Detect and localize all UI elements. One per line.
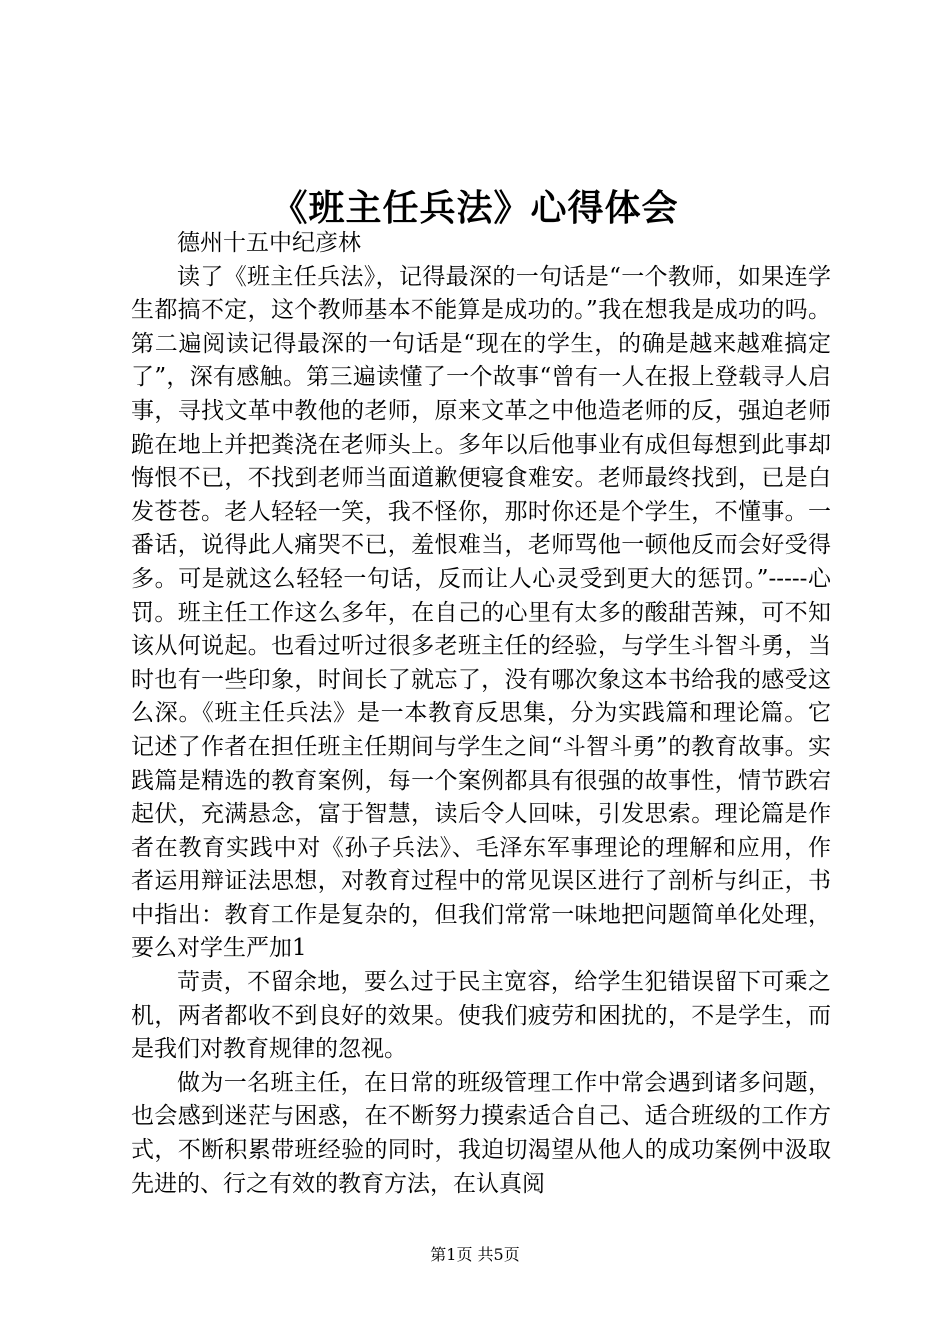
page-number-footer: 第1页 共5页: [430, 1245, 520, 1264]
paragraph: 做为一名班主任，在日常的班级管理工作中常会遇到诸多问题，也会感到迷茫与困惑，在不断努力摸索适合自己、适合班级的工作方式，不断积累带班经验的同时，我迫切渴望从他人的成功案例中汲取先进的、行之有效的教育方法，在认真阅: [131, 1069, 831, 1197]
paragraph: 读了《班主任兵法》，记得最深的一句话是“一个教师，如果连学生都搞不定，这个教师基本不能算是成功的。”我在想我是成功的吗。第二遍阅读记得最深的一句话是“现在的学生，的确是越来越难搞定了”，深有感触。第三遍读懂了一个故事“曾有一人在报上登载寻人启事，寻找文革中教他的老师，原来文革之中他造老师的反，强迫老师跪在地上并把粪浇在老师头上。多年以后他事业有成但每想到此事却悔恨不已，不找到老师当面道歉便寝食难安。老师最终找到，已是白发苍苍。老人轻轻一笑，我不怪你，那时你还是个学生，不懂事。一番话，说得此人痛哭不已，羞恨难当，老师骂他一顿他反而会好受得多。可是就这么轻轻一句话，反而让人心灵受到更大的惩罚。”-----心罚。班主任工作这么多年，在自己的心里有太多的酸甜苦辣，可不知该从何说起。也看过听过很多老班主任的经验，与学生斗智斗勇，当时也有一些印象，时间长了就忘了，没有哪次象这本书给我的感受这么深。《班主任兵法》是一本教育反思集，分为实践篇和理论篇。它记述了作者在担任班主任期间与学生之间“斗智斗勇”的教育故事。实践篇是精选的教育案例，每一个案例都具有很强的故事性，情节跌宕起伏，充满悬念，富于智慧，读后令人回味，引发思索。理论篇是作者在教育实践中对《孙子兵法》、毛泽东军事理论的理解和应用，作者运用辩证法思想，对教育过程中的常见误区进行了剖析与纠正，书中指出：教育工作是复杂的，但我们常常一味地把问题简单化处理，要么对学生严加1: [131, 263, 831, 962]
paragraph: 苛责，不留余地，要么过于民主宽容，给学生犯错误留下可乘之机，两者都收不到良好的效果。使我们疲劳和困扰的，不是学生，而是我们对教育规律的忽视。: [131, 969, 831, 1063]
document-title: 《班主任兵法》心得体会: [271, 187, 679, 229]
document-body: [131, 227, 831, 1201]
author-line: 德州十五中纪彦林: [177, 230, 361, 256]
